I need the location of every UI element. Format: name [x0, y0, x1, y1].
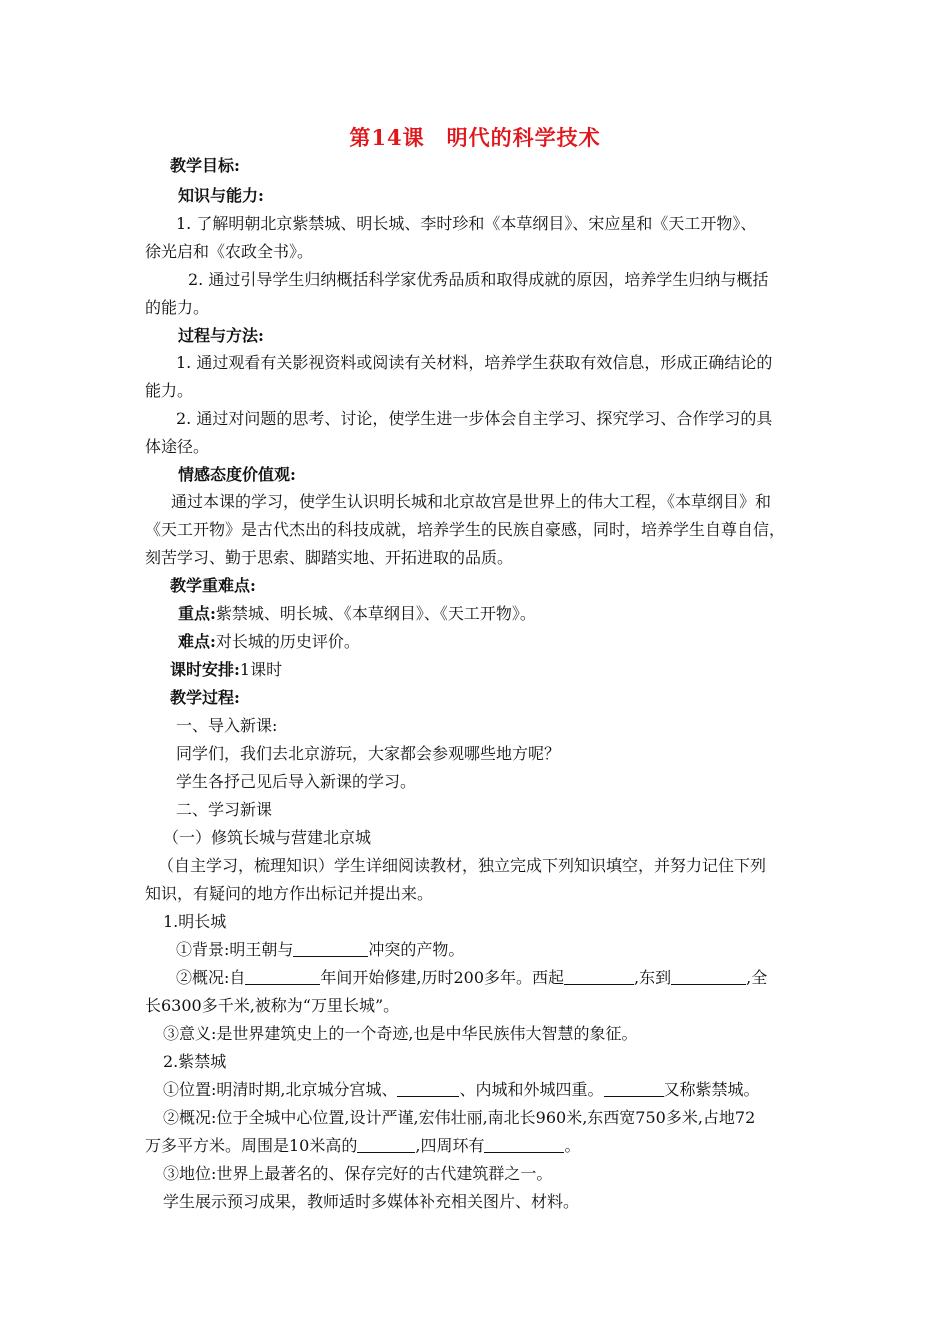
great-wall-overview-cont: 长6300多千米,被称为“万里长城”。: [145, 996, 400, 1015]
fill-blank[interactable]: [293, 940, 368, 957]
intro-answer: 学生各抒己见后导入新课的学习。: [176, 772, 417, 791]
emotion-text-1: 通过本课的学习，使学生认识明长城和北京故宫是世界上的伟大工程，《本草纲目》和: [171, 492, 772, 511]
knowledge-item-2: 2. 通过引导学生归纳概括科学家优秀品质和取得成就的原因，培养学生归纳与概括: [188, 270, 769, 289]
forbidden-city-heading: 2.紫禁城: [163, 1052, 227, 1071]
fill-blank[interactable]: [604, 1080, 664, 1097]
section-new-lesson-heading: 二、学习新课: [176, 800, 273, 819]
key-label: 重点:: [178, 604, 216, 623]
section-intro-heading: 一、导入新课:: [176, 716, 278, 735]
difficult-point-line: [178, 631, 843, 653]
key-text: 紫禁城、明长城、《本草纲目》、《天工开物》。: [215, 604, 536, 623]
great-wall-overview-text-2: 年间开始修建,历时200多年。西起: [320, 968, 565, 987]
emotion-text-2: 《天工开物》是古代杰出的科技成就，培养学生的民族自豪感，同时，培养学生自尊自信，: [145, 520, 786, 539]
fill-blank[interactable]: [484, 1136, 564, 1153]
emotion-text-3: 刻苦学习、勤于思索、脚踏实地、开拓进取的品质。: [145, 548, 514, 567]
fill-blank[interactable]: [397, 1080, 459, 1097]
process-item-1-cont: 能力。: [145, 381, 194, 400]
great-wall-overview-text-3: ,东到: [634, 968, 672, 987]
knowledge-item-1-cont: 徐光启和《农政全书》。: [145, 242, 314, 261]
great-wall-overview: [176, 967, 841, 989]
great-wall-background-text: ①背景:明王朝与: [176, 940, 294, 959]
process-item-1: 1. 通过观看有关影视资料或阅读有关材料，培养学生获取有效信息，形成正确结论的: [176, 353, 773, 372]
fill-blank[interactable]: [357, 1136, 415, 1153]
knowledge-item-1: 1. 了解明朝北京紫禁城、明长城、李时珍和《本草纲目》、宋应星和《天工开物》、: [176, 214, 757, 233]
objectives-heading: 教学目标:: [170, 156, 240, 175]
teaching-process-heading: 教学过程:: [170, 688, 240, 707]
lesson-title: 第14课 明代的科学技术: [349, 125, 601, 150]
forbidden-city-location-text: ①位置:明清时期,北京城分宫城、: [163, 1080, 398, 1099]
key-point-line: [178, 603, 843, 625]
forbidden-city-overview-text-3: 。: [564, 1136, 581, 1155]
forbidden-city-overview-text-2: ,四周环有: [415, 1136, 485, 1155]
fill-blank[interactable]: [564, 968, 634, 985]
forbidden-city-overview: ②概况:位于全城中心位置,设计严谨,宏伟壮丽,南北长960米,东西宽750多米,占地72: [163, 1108, 756, 1127]
subsection-heading: （一）修筑长城与营建北京城: [163, 828, 372, 847]
forbidden-city-overview-text: 万多平方米。周围是10米高的: [145, 1136, 358, 1155]
great-wall-significance: ③意义:是世界建筑史上的一个奇迹,也是中华民族伟大智慧的象征。: [163, 1024, 638, 1043]
difficult-text: 对长城的历史评价。: [215, 632, 360, 651]
forbidden-city-overview-cont: [145, 1135, 810, 1157]
difficult-label: 难点:: [178, 632, 216, 651]
forbidden-city-location-text-2: 、内城和外城四重。: [459, 1080, 604, 1099]
fill-blank[interactable]: [245, 968, 320, 985]
schedule-line: [170, 659, 835, 681]
great-wall-overview-text-4: ,全: [746, 968, 768, 987]
great-wall-background: [176, 939, 841, 961]
knowledge-heading: 知识与能力:: [178, 186, 264, 205]
closing-note: 学生展示预习成果，教师适时多媒体补充相关图片、材料。: [163, 1192, 580, 1211]
emotion-heading: 情感态度价值观:: [178, 465, 296, 484]
key-points-heading: 教学重难点:: [170, 576, 256, 595]
great-wall-heading: 1.明长城: [163, 912, 227, 931]
great-wall-overview-text: ②概况:自: [176, 968, 246, 987]
process-method-heading: 过程与方法:: [178, 326, 264, 345]
knowledge-item-2-cont: 的能力。: [145, 298, 210, 317]
self-study-text-2: 知识，有疑问的地方作出标记并提出来。: [145, 884, 434, 903]
intro-question: 同学们，我们去北京游玩，大家都会参观哪些地方呢？: [176, 744, 561, 763]
schedule-value: 1课时: [239, 660, 283, 679]
process-item-2-cont: 体途径。: [145, 437, 210, 456]
forbidden-city-status: ③地位:世界上最著名的、保存完好的古代建筑群之一。: [163, 1164, 553, 1183]
fill-blank[interactable]: [671, 968, 746, 985]
process-item-2: 2. 通过对问题的思考、讨论，使学生进一步体会自主学习、探究学习、合作学习的具: [176, 409, 773, 428]
forbidden-city-location-text-3: 又称紫禁城。: [663, 1080, 760, 1099]
forbidden-city-location: [163, 1079, 828, 1101]
schedule-label: 课时安排:: [170, 660, 240, 679]
self-study-text-1: （自主学习，梳理知识）学生详细阅读教材，独立完成下列知识填空，并努力记住下列: [158, 856, 767, 875]
great-wall-background-text-end: 冲突的产物。: [368, 940, 465, 959]
